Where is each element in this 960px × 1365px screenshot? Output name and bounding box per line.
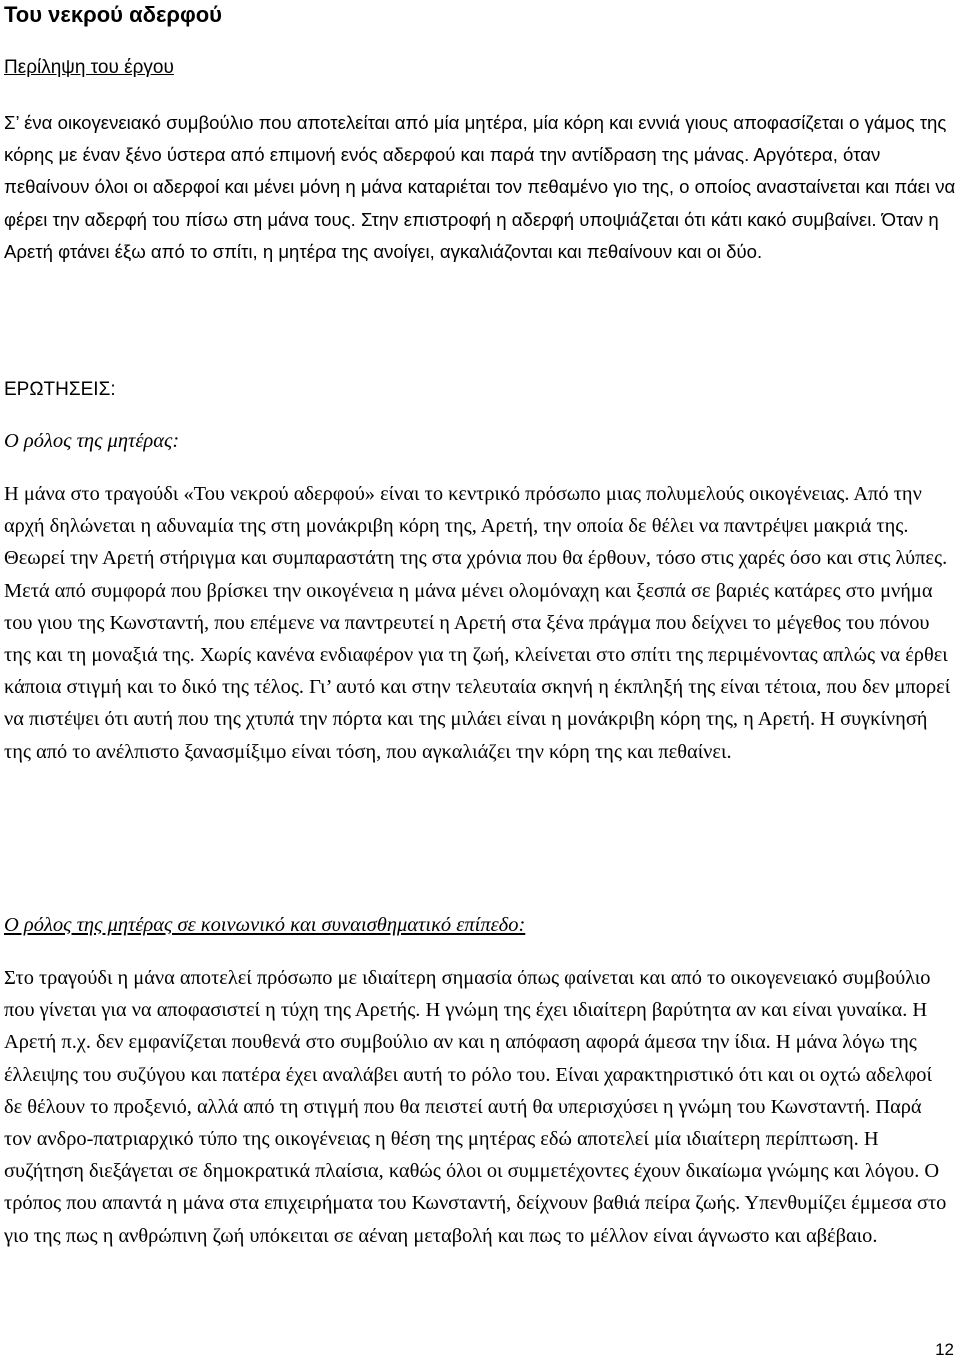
section-paragraph-mother-role: Η μάνα στο τραγούδι «Του νεκρού αδερφού» είναι το κεντρικό πρόσωπο μιας πολυμελούς οικογένειας. Από την αρχή δηλώνεται η αδυναμία της στη μονάκριβη κόρη της, Αρετή, την οποία δε θέλει να παντρέψει μακριά της. Θεωρεί την Αρετή στήριγμα και συμπαραστάτη της στα χρόνια που θα έρθουν, τόσο στις χαρές όσο και στις λύπες. Μετά από συμφορά που βρίσκει την οικογένεια η μάνα μένει ολομόναχη και ξεσπά σε βαριές κατάρες στο μνήμα του γιου της Κωνσταντή, που επέμενε να παντρευτεί η Αρετή στα ξένα πράγμα που δείχνει το μέγεθος του πόνου της και τη μοναξιά της. Χωρίς κανένα ενδιαφέρον για τη ζωή, κλείνεται στο σπίτι της περιμένοντας απλώς να έρθει κάποια στιγμή και το δικό της τέλος. Γι’ αυτό και στην τελευταία σκηνή η έκπληξή της είναι τέτοια, που δεν μπορεί να πιστέψει ότι αυτή που της χτυπά την πόρτα και της μιλάει είναι η μονάκριβη κόρη της, η Αρετή. Η συγκίνησή της από το ανέλπιστο ξανασμίξιμο είναι τόση, που αγκαλιάζει την κόρη της και πεθαίνει. xyxy=(4,483,951,763)
summary-paragraph: Σ’ ένα οικογενειακό συμβούλιο που αποτελείται από μία μητέρα, μία κόρη και εννιά γιους αποφασίζεται ο γάμος της κόρης με έναν ξένο ύστερα από επιμονή ενός αδερφού και παρά την αντίδραση της μάνας. Αργότερα, όταν πεθαίνουν όλοι οι αδερφοί και μένει μόνη η μάνα καταριέται τον πεθαμένο γιο της, ο οποίος ανασταίνεται και πάει να φέρει την αδερφή του πίσω στη μάνα τους. Στην επιστροφή η αδερφή υποψιάζεται ότι κάτι κακό συμβαίνει. Όταν η Αρετή φτάνει έξω από το σπίτι, η μητέρα της ανοίγει, αγκαλιάζονται και πεθαίνουν και οι δύο. xyxy=(4,112,956,262)
section-paragraph-social-emotional: Στο τραγούδι η μάνα αποτελεί πρόσωπο με ιδιαίτερη σημασία όπως φαίνεται και από το οικογενειακό συμβούλιο που γίνεται για να αποφασιστεί η τύχη της Αρετής. Η γνώμη της έχει ιδιαίτερη βαρύτητα αν και είναι γυναίκα. Η Αρετή π.χ. δεν εμφανίζεται πουθενά στο συμβούλιο αν και η απόφαση αφορά άμεσα την ίδια. Η μάνα λόγω της έλλειψης του συζύγου και πατέρα έχει αναλάβει αυτή το ρόλο του. Είναι χαρακτηριστικό ότι και οι οχτώ αδελφοί δε θέλουν το προξενιό, αλλά από τη στιγμή που θα πειστεί αυτή θα υπερισχύσει η γνώμη του Κωνσταντή. Παρά τον ανδρο-πατριαρχικό τύπο της οικογένειας η θέση της μητέρας εδώ αποτελεί μία ιδιαίτερη περίπτωση. Η συζήτηση διεξάγεται σε δημοκρατικά πλαίσια, καθώς όλοι οι συμμετέχοντες έχουν δικαίωμα γνώμης και λόγου. Ο τρόπος που απαντά η μάνα στα επιχειρήματα του Κωνσταντή, δείχνουν βαθιά πείρα ζωής. Υπενθυμίζει έμμεσα στο γιο της πως η ανθρώπινη ζωή υπόκειται σε αέναη μεταβολή και πως το μέλλον είναι άγνωστο και αβέβαιο. xyxy=(4,967,947,1247)
document-title: Του νεκρού αδερφού xyxy=(4,2,222,27)
page-number: 12 xyxy=(935,1340,954,1359)
questions-label: ΕΡΩΤΗΣΕΙΣ: xyxy=(4,379,116,400)
section-heading-social-emotional: Ο ρόλος της μητέρας σε κοινωνικό και συναισθηματικό επίπεδο: xyxy=(4,914,526,936)
summary-heading: Περίληψη του έργου xyxy=(4,57,174,78)
section-heading-mother-role: Ο ρόλος της μητέρας: xyxy=(4,430,180,452)
